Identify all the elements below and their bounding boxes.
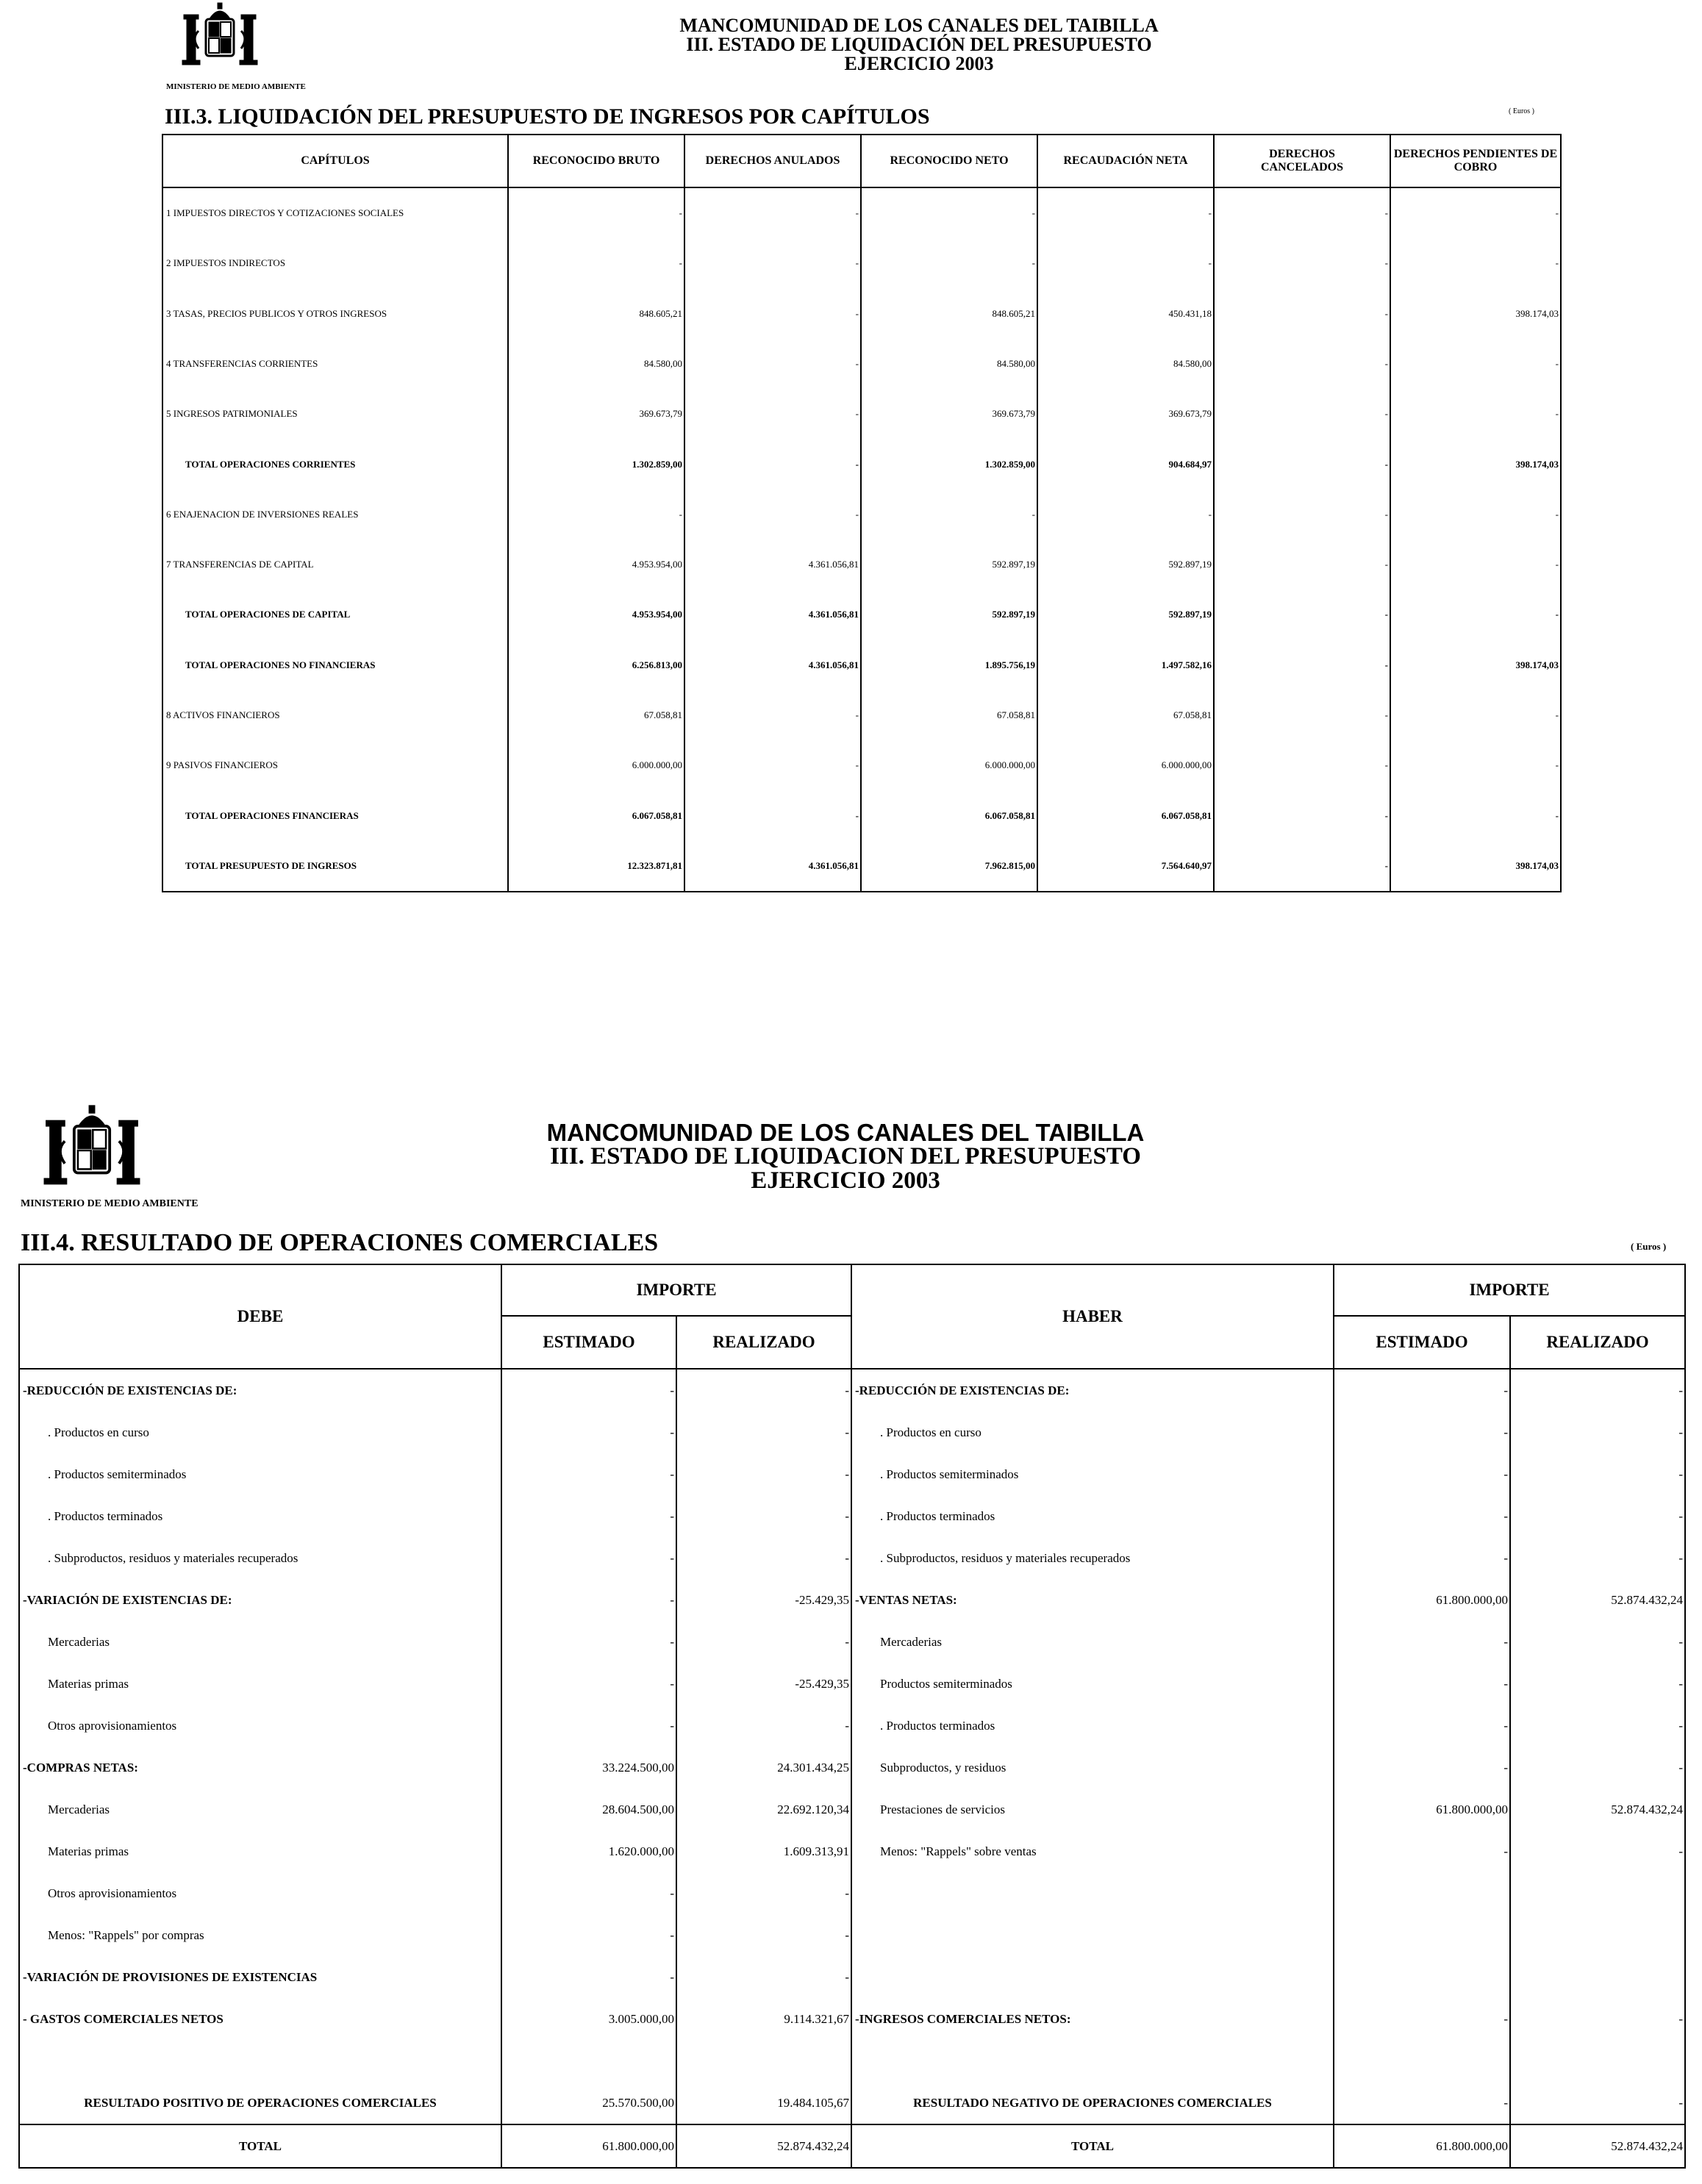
haber-label: Productos semiterminados: [851, 1663, 1334, 1705]
cell-value: -: [1214, 490, 1390, 540]
haber-realizado: -: [1510, 1411, 1685, 1453]
haber-label: . Productos terminados: [851, 1495, 1334, 1537]
col-header-pendientes-cobro: DERECHOS PENDIENTES DE COBRO: [1390, 135, 1561, 187]
haber-label: [851, 1914, 1334, 1956]
haber-label: Menos: "Rappels" sobre ventas: [851, 1830, 1334, 1872]
cell-value: 67.058,81: [861, 690, 1037, 740]
haber-label: Subproductos, y residuos: [851, 1747, 1334, 1789]
row-label: 4 TRANSFERENCIAS CORRIENTES: [162, 339, 508, 389]
cell-value: 6.067.058,81: [861, 790, 1037, 840]
haber-label: Prestaciones de servicios: [851, 1789, 1334, 1830]
col-header-derechos-anulados: DERECHOS ANULADOS: [684, 135, 861, 187]
page2-header-title: [441, 1120, 1250, 1193]
haber-estimado: [1334, 2040, 1510, 2082]
haber-label: Mercaderias: [851, 1621, 1334, 1663]
table-row: [162, 790, 1561, 840]
row-label: 5 INGRESOS PATRIMONIALES: [162, 389, 508, 439]
table-row: [19, 1830, 1685, 1872]
debe-realizado: 9.114.321,67: [676, 1998, 851, 2040]
cell-value: -: [684, 187, 861, 238]
debe-estimado: 33.224.500,00: [501, 1747, 676, 1789]
row-label: 3 TASAS, PRECIOS PUBLICOS Y OTROS INGRESOS: [162, 289, 508, 339]
haber-estimado: -: [1334, 1747, 1510, 1789]
debe-realizado: -25.429,35: [676, 1579, 851, 1621]
table-row: [19, 1369, 1685, 1411]
row-label: TOTAL OPERACIONES NO FINANCIERAS: [162, 640, 508, 690]
cell-value: 592.897,19: [861, 540, 1037, 590]
debe-realizado: -25.429,35: [676, 1663, 851, 1705]
haber-label: [851, 2040, 1334, 2082]
haber-realizado: [1510, 2040, 1685, 2082]
debe-realizado: -: [676, 1369, 851, 1411]
debe-estimado: -: [501, 1579, 676, 1621]
haber-label: . Subproductos, residuos y materiales recuperados: [851, 1537, 1334, 1579]
haber-estimado: [1334, 1872, 1510, 1914]
debe-label: Mercaderias: [19, 1789, 501, 1830]
row-label: TOTAL OPERACIONES DE CAPITAL: [162, 590, 508, 640]
table-header-row: [19, 1264, 1685, 1316]
cell-value: -: [1390, 238, 1561, 288]
ministry-label: MINISTERIO DE MEDIO AMBIENTE: [21, 1198, 199, 1209]
col-header-recaudacion-neta: RECAUDACIÓN NETA: [1037, 135, 1214, 187]
cell-value: 848.605,21: [861, 289, 1037, 339]
haber-realizado: [1510, 1956, 1685, 1998]
table-row: [19, 1998, 1685, 2040]
haber-realizado: 52.874.432,24: [1510, 2124, 1685, 2168]
cell-value: -: [1214, 187, 1390, 238]
cell-value: -: [1214, 439, 1390, 489]
table-row: [162, 389, 1561, 439]
cell-value: -: [684, 439, 861, 489]
col-header-realizado-haber: REALIZADO: [1510, 1316, 1685, 1369]
haber-estimado: 61.800.000,00: [1334, 2124, 1510, 2168]
cell-value: 6.256.813,00: [508, 640, 684, 690]
haber-label: . Productos en curso: [851, 1411, 1334, 1453]
debe-realizado: -: [676, 1621, 851, 1663]
cell-value: 4.953.954,00: [508, 590, 684, 640]
cell-value: 592.897,19: [1037, 590, 1214, 640]
debe-label: Materias primas: [19, 1830, 501, 1872]
table-row: [162, 339, 1561, 389]
debe-estimado: -: [501, 1537, 676, 1579]
debe-label: . Productos semiterminados: [19, 1453, 501, 1495]
cell-value: 6.000.000,00: [508, 740, 684, 790]
table-row: [162, 289, 1561, 339]
col-header-debe: DEBE: [19, 1264, 501, 1369]
cell-value: -: [1390, 187, 1561, 238]
haber-realizado: -: [1510, 1453, 1685, 1495]
cell-value: -: [1390, 339, 1561, 389]
cell-value: 7.564.640,97: [1037, 841, 1214, 892]
cell-value: 398.174,03: [1390, 640, 1561, 690]
cell-value: 67.058,81: [508, 690, 684, 740]
table-row: [19, 1747, 1685, 1789]
cell-value: -: [1390, 590, 1561, 640]
table-row: [162, 740, 1561, 790]
cell-value: 450.431,18: [1037, 289, 1214, 339]
debe-estimado: -: [501, 1495, 676, 1537]
title-line-2: III. ESTADO DE LIQUIDACION DEL PRESUPUESTO: [550, 1143, 1141, 1170]
debe-label: Otros aprovisionamientos: [19, 1705, 501, 1747]
debe-estimado: 25.570.500,00: [501, 2082, 676, 2124]
table-row: [19, 1621, 1685, 1663]
debe-label: . Productos en curso: [19, 1411, 501, 1453]
cell-value: -: [684, 339, 861, 389]
unit-label: ( Euros ): [1509, 107, 1534, 115]
debe-estimado: -: [501, 1621, 676, 1663]
debe-estimado: -: [501, 1453, 676, 1495]
haber-label: TOTAL: [851, 2124, 1334, 2168]
cell-value: 398.174,03: [1390, 439, 1561, 489]
operaciones-comerciales-table: [18, 1264, 1686, 2169]
row-label: 7 TRANSFERENCIAS DE CAPITAL: [162, 540, 508, 590]
haber-estimado: [1334, 1914, 1510, 1956]
cell-value: 84.580,00: [861, 339, 1037, 389]
cell-value: -: [1214, 590, 1390, 640]
cell-value: 6.000.000,00: [1037, 740, 1214, 790]
cell-value: 12.323.871,81: [508, 841, 684, 892]
haber-estimado: -: [1334, 1411, 1510, 1453]
haber-realizado: -: [1510, 2082, 1685, 2124]
col-header-realizado-debe: REALIZADO: [676, 1316, 851, 1369]
debe-label: Mercaderias: [19, 1621, 501, 1663]
debe-estimado: 1.620.000,00: [501, 1830, 676, 1872]
debe-estimado: -: [501, 1663, 676, 1705]
debe-realizado: -: [676, 1872, 851, 1914]
cell-value: 398.174,03: [1390, 841, 1561, 892]
table-row: [19, 1579, 1685, 1621]
cell-value: 1.302.859,00: [861, 439, 1037, 489]
debe-realizado: -: [676, 1411, 851, 1453]
col-header-estimado-debe: ESTIMADO: [501, 1316, 676, 1369]
haber-estimado: -: [1334, 1621, 1510, 1663]
cell-value: 84.580,00: [508, 339, 684, 389]
table-row: [162, 540, 1561, 590]
debe-realizado: -: [676, 1705, 851, 1747]
debe-label: -COMPRAS NETAS:: [19, 1747, 501, 1789]
debe-label: . Subproductos, residuos y materiales recuperados: [19, 1537, 501, 1579]
row-label: 1 IMPUESTOS DIRECTOS Y COTIZACIONES SOCIALES: [162, 187, 508, 238]
table-row: [19, 2040, 1685, 2082]
haber-estimado: -: [1334, 1663, 1510, 1705]
debe-realizado: 1.609.313,91: [676, 1830, 851, 1872]
cell-value: 592.897,19: [861, 590, 1037, 640]
cell-value: -: [684, 740, 861, 790]
col-header-importe-haber: IMPORTE: [1334, 1264, 1685, 1316]
haber-estimado: -: [1334, 2082, 1510, 2124]
table-row: [162, 690, 1561, 740]
cell-value: -: [861, 490, 1037, 540]
haber-estimado: 61.800.000,00: [1334, 1789, 1510, 1830]
cell-value: -: [1037, 490, 1214, 540]
coat-of-arms-icon: [37, 1103, 147, 1198]
cell-value: 369.673,79: [508, 389, 684, 439]
table-row: [19, 1789, 1685, 1830]
row-label: TOTAL OPERACIONES FINANCIERAS: [162, 790, 508, 840]
cell-value: -: [508, 490, 684, 540]
debe-realizado: -: [676, 1914, 851, 1956]
debe-realizado: -: [676, 1956, 851, 1998]
debe-estimado: [501, 2040, 676, 2082]
coat-of-arms-icon: [176, 1, 263, 75]
col-header-derechos-cancelados: DERECHOS CANCELADOS: [1214, 135, 1390, 187]
haber-realizado: 52.874.432,24: [1510, 1789, 1685, 1830]
haber-estimado: -: [1334, 1830, 1510, 1872]
cell-value: 848.605,21: [508, 289, 684, 339]
haber-label: -INGRESOS COMERCIALES NETOS:: [851, 1998, 1334, 2040]
haber-realizado: -: [1510, 1621, 1685, 1663]
debe-label: Menos: "Rappels" por compras: [19, 1914, 501, 1956]
cell-value: 4.361.056,81: [684, 640, 861, 690]
debe-label: Materias primas: [19, 1663, 501, 1705]
table-row: [162, 640, 1561, 690]
cell-value: -: [508, 187, 684, 238]
haber-label: . Productos semiterminados: [851, 1453, 1334, 1495]
cell-value: 369.673,79: [1037, 389, 1214, 439]
debe-estimado: 3.005.000,00: [501, 1998, 676, 2040]
cell-value: -: [1214, 540, 1390, 590]
cell-value: -: [1037, 187, 1214, 238]
cell-value: -: [1390, 740, 1561, 790]
debe-label: TOTAL: [19, 2124, 501, 2168]
col-header-haber: HABER: [851, 1264, 1334, 1369]
table-row: [19, 2124, 1685, 2168]
debe-label: Otros aprovisionamientos: [19, 1872, 501, 1914]
table-row: [19, 2082, 1685, 2124]
haber-estimado: -: [1334, 1495, 1510, 1537]
cell-value: -: [1390, 490, 1561, 540]
cell-value: -: [684, 289, 861, 339]
row-label: 2 IMPUESTOS INDIRECTOS: [162, 238, 508, 288]
haber-estimado: -: [1334, 1705, 1510, 1747]
cell-value: -: [684, 490, 861, 540]
col-header-capitulos: CAPÍTULOS: [162, 135, 508, 187]
debe-label: [19, 2040, 501, 2082]
cell-value: 4.953.954,00: [508, 540, 684, 590]
cell-value: 7.962.815,00: [861, 841, 1037, 892]
table-row: [19, 1495, 1685, 1537]
haber-realizado: 52.874.432,24: [1510, 1579, 1685, 1621]
haber-estimado: -: [1334, 1369, 1510, 1411]
section-title-iii3: III.3. LIQUIDACIÓN DEL PRESUPUESTO DE INGRESOS POR CAPÍTULOS: [165, 104, 930, 129]
table-row: [19, 1537, 1685, 1579]
ingresos-table: [162, 134, 1562, 892]
haber-estimado: -: [1334, 1453, 1510, 1495]
haber-realizado: -: [1510, 1705, 1685, 1747]
cell-value: -: [1390, 790, 1561, 840]
debe-realizado: 24.301.434,25: [676, 1747, 851, 1789]
table-row: [19, 1872, 1685, 1914]
cell-value: -: [1214, 841, 1390, 892]
debe-label: -VARIACIÓN DE EXISTENCIAS DE:: [19, 1579, 501, 1621]
cell-value: -: [1214, 690, 1390, 740]
cell-value: 4.361.056,81: [684, 540, 861, 590]
col-header-importe-debe: IMPORTE: [501, 1264, 851, 1316]
haber-realizado: -: [1510, 1747, 1685, 1789]
debe-label: -VARIACIÓN DE PROVISIONES DE EXISTENCIAS: [19, 1956, 501, 1998]
haber-label: -REDUCCIÓN DE EXISTENCIAS DE:: [851, 1369, 1334, 1411]
cell-value: -: [1214, 740, 1390, 790]
debe-label: -REDUCCIÓN DE EXISTENCIAS DE:: [19, 1369, 501, 1411]
debe-label: RESULTADO POSITIVO DE OPERACIONES COMERCIALES: [19, 2082, 501, 2124]
cell-value: 398.174,03: [1390, 289, 1561, 339]
haber-realizado: [1510, 1914, 1685, 1956]
cell-value: -: [684, 690, 861, 740]
cell-value: 4.361.056,81: [684, 590, 861, 640]
title-line-3: EJERCICIO 2003: [844, 53, 994, 74]
debe-label: - GASTOS COMERCIALES NETOS: [19, 1998, 501, 2040]
cell-value: 369.673,79: [861, 389, 1037, 439]
debe-estimado: -: [501, 1872, 676, 1914]
table-row: [162, 590, 1561, 640]
cell-value: -: [684, 238, 861, 288]
table-header-row: [162, 135, 1561, 187]
table-row: [162, 841, 1561, 892]
cell-value: 84.580,00: [1037, 339, 1214, 389]
cell-value: -: [1214, 289, 1390, 339]
table-row: [19, 1411, 1685, 1453]
table-row: [19, 1663, 1685, 1705]
debe-estimado: -: [501, 1914, 676, 1956]
debe-realizado: 52.874.432,24: [676, 2124, 851, 2168]
row-label: 9 PASIVOS FINANCIEROS: [162, 740, 508, 790]
title-line-3: EJERCICIO 2003: [751, 1167, 940, 1194]
cell-value: 4.361.056,81: [684, 841, 861, 892]
haber-label: [851, 1956, 1334, 1998]
cell-value: -: [1037, 238, 1214, 288]
debe-estimado: 61.800.000,00: [501, 2124, 676, 2168]
cell-value: 6.067.058,81: [508, 790, 684, 840]
cell-value: -: [861, 238, 1037, 288]
row-label: TOTAL OPERACIONES CORRIENTES: [162, 439, 508, 489]
debe-realizado: -: [676, 1537, 851, 1579]
section-title-iii4: III.4. RESULTADO DE OPERACIONES COMERCIALES: [21, 1229, 659, 1256]
table-row: [162, 439, 1561, 489]
cell-value: -: [1214, 640, 1390, 690]
unit-label: ( Euros ): [1631, 1241, 1667, 1252]
cell-value: 6.000.000,00: [861, 740, 1037, 790]
table-row: [19, 1453, 1685, 1495]
haber-realizado: -: [1510, 1537, 1685, 1579]
cell-value: -: [1390, 389, 1561, 439]
debe-label: . Productos terminados: [19, 1495, 501, 1537]
cell-value: 1.895.756,19: [861, 640, 1037, 690]
col-header-reconocido-neto: RECONOCIDO NETO: [861, 135, 1037, 187]
haber-realizado: -: [1510, 1369, 1685, 1411]
haber-label: -VENTAS NETAS:: [851, 1579, 1334, 1621]
debe-estimado: 28.604.500,00: [501, 1789, 676, 1830]
cell-value: -: [1390, 540, 1561, 590]
page1-header-title: [515, 16, 1323, 74]
cell-value: 904.684,97: [1037, 439, 1214, 489]
haber-realizado: -: [1510, 1663, 1685, 1705]
cell-value: -: [1214, 238, 1390, 288]
debe-realizado: -: [676, 1453, 851, 1495]
cell-value: 6.067.058,81: [1037, 790, 1214, 840]
haber-estimado: -: [1334, 1537, 1510, 1579]
col-header-estimado-haber: ESTIMADO: [1334, 1316, 1510, 1369]
debe-realizado: -: [676, 1495, 851, 1537]
title-line-1: MANCOMUNIDAD DE LOS CANALES DEL TAIBILLA: [546, 1119, 1145, 1146]
title-line-1: MANCOMUNIDAD DE LOS CANALES DEL TAIBILLA: [679, 15, 1159, 36]
table-row: [162, 238, 1561, 288]
title-line-2: III. ESTADO DE LIQUIDACIÓN DEL PRESUPUESTO: [686, 34, 1152, 55]
cell-value: -: [1214, 790, 1390, 840]
haber-label: . Productos terminados: [851, 1705, 1334, 1747]
cell-value: -: [861, 187, 1037, 238]
haber-realizado: -: [1510, 1998, 1685, 2040]
cell-value: 1.302.859,00: [508, 439, 684, 489]
cell-value: -: [1390, 690, 1561, 740]
cell-value: 67.058,81: [1037, 690, 1214, 740]
debe-estimado: -: [501, 1369, 676, 1411]
row-label: 6 ENAJENACION DE INVERSIONES REALES: [162, 490, 508, 540]
debe-realizado: [676, 2040, 851, 2082]
ministry-label: MINISTERIO DE MEDIO AMBIENTE: [166, 82, 306, 91]
cell-value: -: [1214, 339, 1390, 389]
row-label: TOTAL PRESUPUESTO DE INGRESOS: [162, 841, 508, 892]
debe-realizado: 19.484.105,67: [676, 2082, 851, 2124]
cell-value: -: [684, 389, 861, 439]
haber-estimado: 61.800.000,00: [1334, 1579, 1510, 1621]
cell-value: -: [684, 790, 861, 840]
debe-estimado: -: [501, 1411, 676, 1453]
cell-value: -: [1214, 389, 1390, 439]
row-label: 8 ACTIVOS FINANCIEROS: [162, 690, 508, 740]
cell-value: -: [508, 238, 684, 288]
table-row: [19, 1914, 1685, 1956]
table-row: [19, 1956, 1685, 1998]
debe-estimado: -: [501, 1705, 676, 1747]
table-row: [162, 490, 1561, 540]
cell-value: 1.497.582,16: [1037, 640, 1214, 690]
col-header-reconocido-bruto: RECONOCIDO BRUTO: [508, 135, 684, 187]
haber-label: RESULTADO NEGATIVO DE OPERACIONES COMERCIALES: [851, 2082, 1334, 2124]
table-row: [19, 1705, 1685, 1747]
haber-estimado: -: [1334, 1998, 1510, 2040]
table-row: [162, 187, 1561, 238]
debe-estimado: -: [501, 1956, 676, 1998]
haber-realizado: -: [1510, 1830, 1685, 1872]
haber-estimado: [1334, 1956, 1510, 1998]
haber-label: [851, 1872, 1334, 1914]
haber-realizado: -: [1510, 1495, 1685, 1537]
cell-value: 592.897,19: [1037, 540, 1214, 590]
haber-realizado: [1510, 1872, 1685, 1914]
debe-realizado: 22.692.120,34: [676, 1789, 851, 1830]
